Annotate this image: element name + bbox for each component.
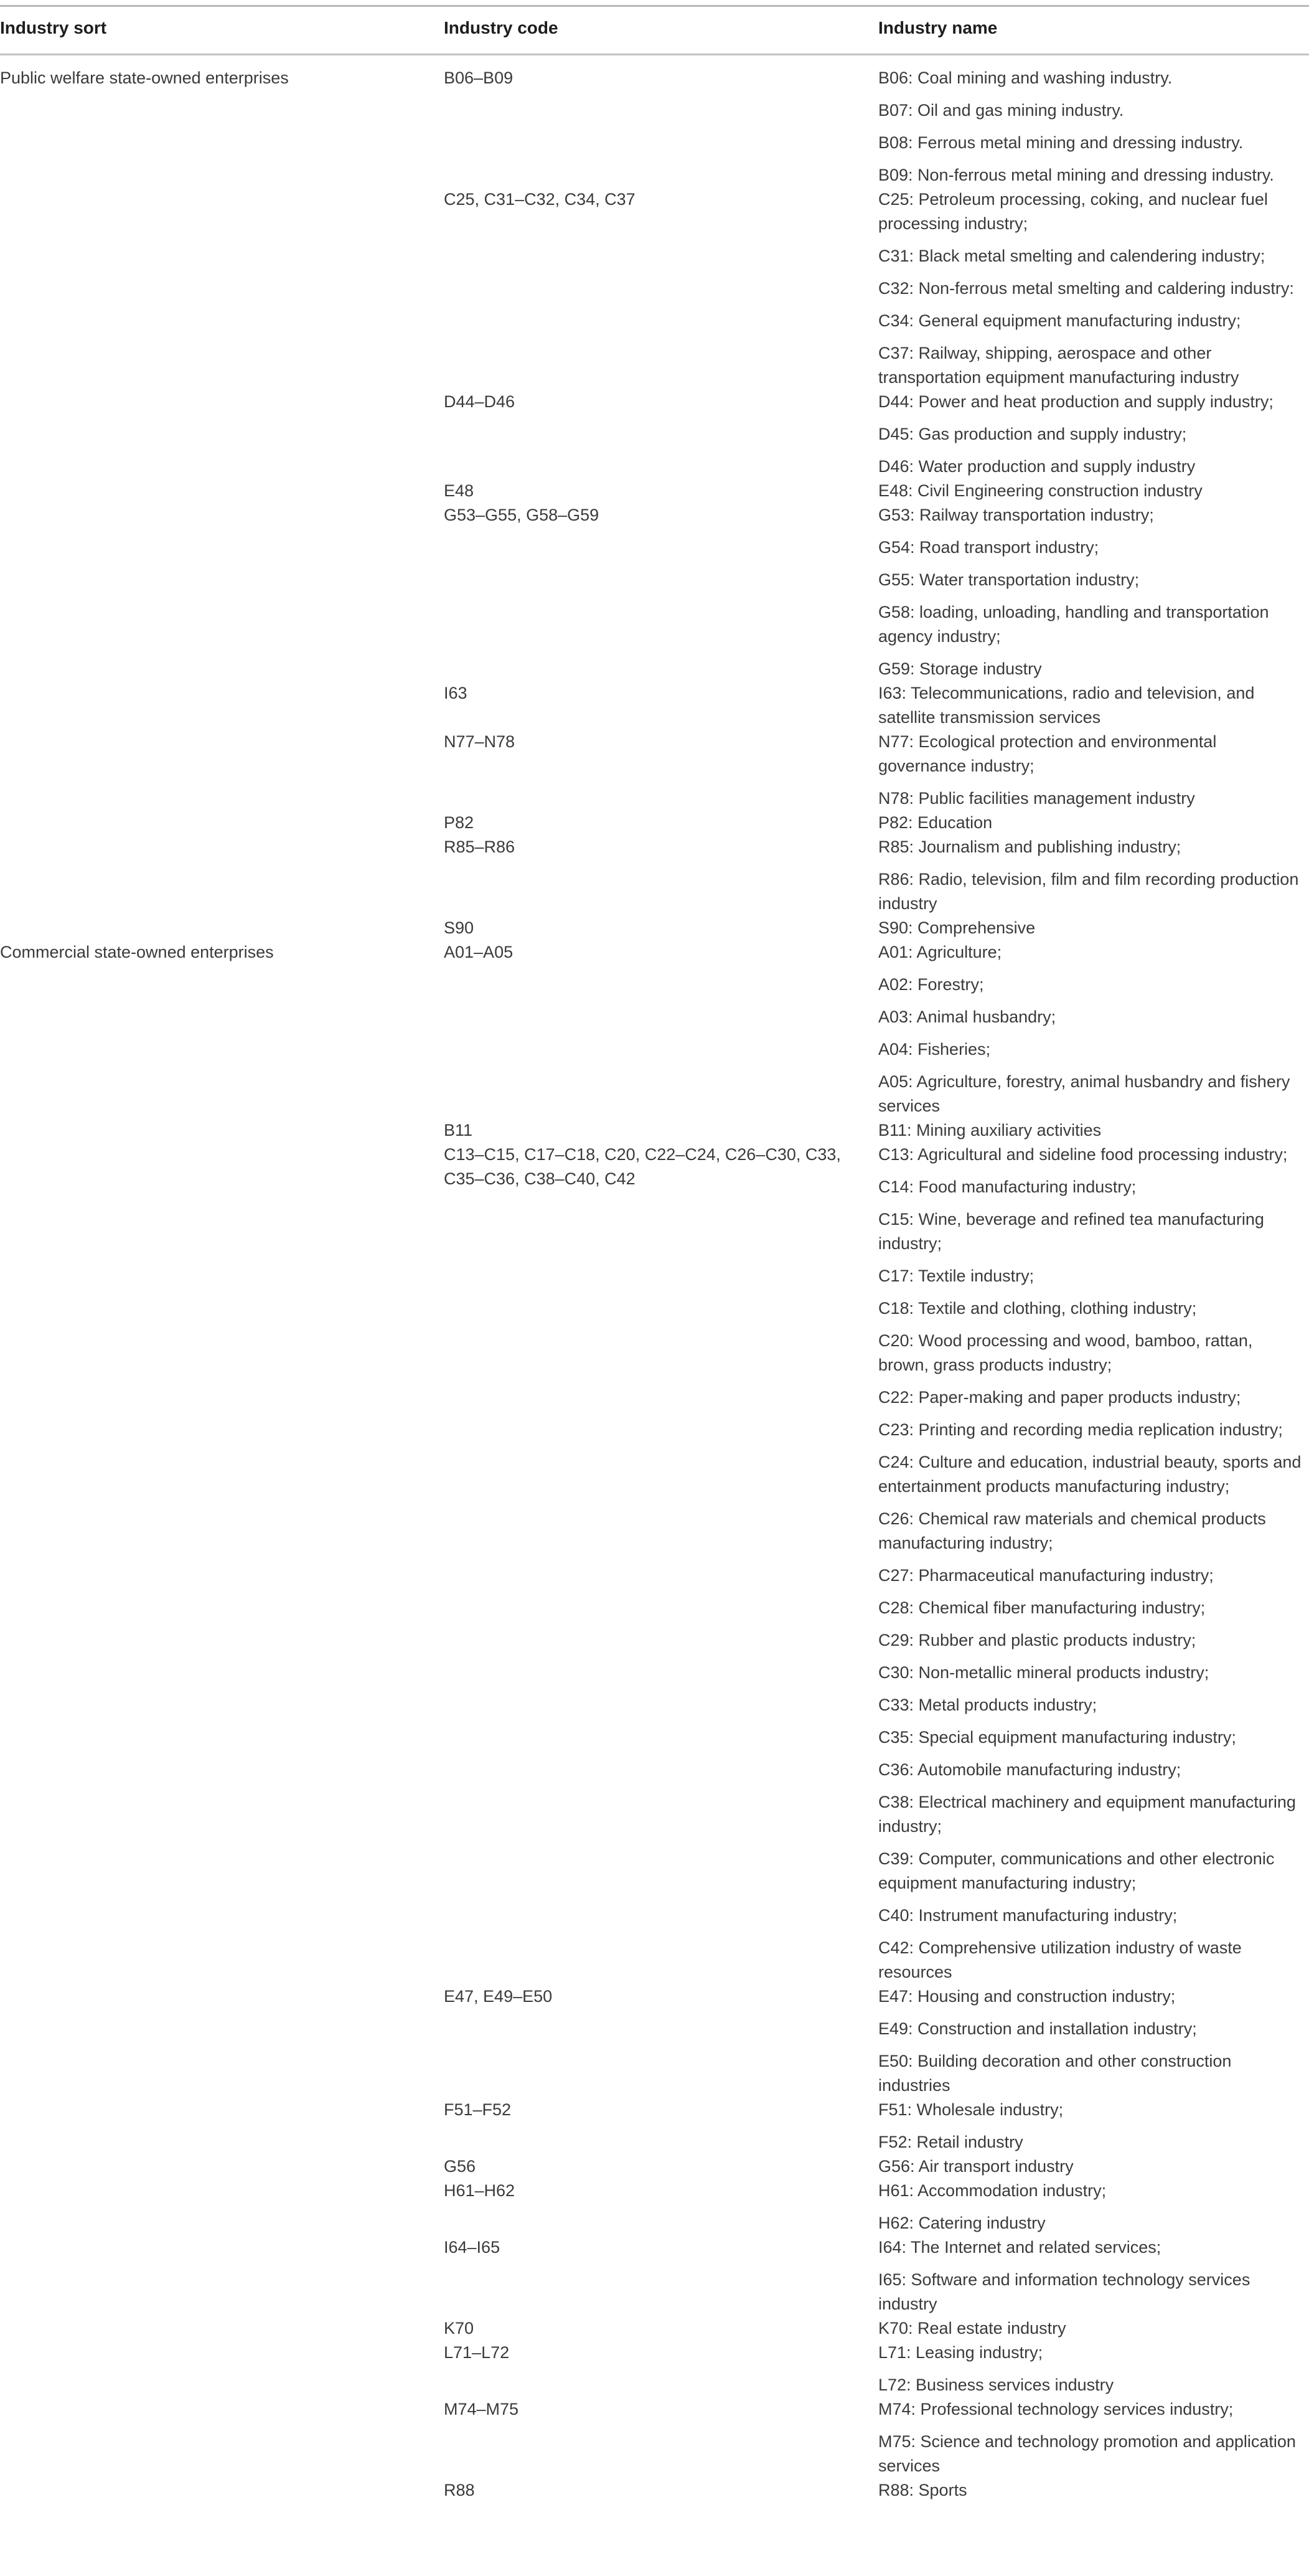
industry-name-item: M75: Science and technology promotion and application services — [878, 2432, 1296, 2475]
table-row — [0, 2179, 1309, 2235]
industry-code-cell: H61–H62 — [444, 2181, 515, 2200]
header-rule — [0, 54, 1309, 55]
industry-name-cell — [878, 503, 1309, 681]
industry-code-cell: A01–A05 — [444, 943, 514, 961]
industry-sort-cell — [0, 681, 444, 730]
industry-code-cell: E47, E49–E50 — [444, 1987, 553, 2006]
industry-sort-cell — [0, 503, 444, 681]
table-row — [0, 2098, 1309, 2154]
industry-name-item: G53: Railway transportation industry; — [878, 506, 1154, 524]
industry-name-item: A02: Forestry; — [878, 975, 984, 994]
industry-code-cell: L71–L72 — [444, 2343, 510, 2362]
industry-code-cell: I63 — [444, 684, 467, 702]
industry-sort-cell — [0, 811, 444, 835]
industry-name-item: C20: Wood processing and wood, bamboo, rattan, brown, grass products industry; — [878, 1331, 1253, 1374]
industry-name-item: N78: Public facilities management industry — [878, 789, 1195, 808]
industry-name-item: G54: Road transport industry; — [878, 538, 1099, 557]
table-row — [0, 1143, 1309, 1984]
industry-name-cell — [878, 2179, 1309, 2235]
industry-name-item: A05: Agriculture, forestry, animal husbandry and fishery services — [878, 1072, 1290, 1115]
industry-name-cell — [878, 2235, 1309, 2316]
industry-name-item: E47: Housing and construction industry; — [878, 1987, 1176, 2006]
industry-name-item: C37: Railway, shipping, aerospace and other transportation equipment manufacturing industry — [878, 344, 1239, 387]
industry-sort-cell — [0, 730, 444, 811]
industry-sort-cell — [0, 835, 444, 916]
industry-sort-cell — [0, 390, 444, 479]
industry-name-item: B06: Coal mining and washing industry. — [878, 68, 1173, 87]
industry-name-item: R88: Sports — [878, 2481, 967, 2499]
industry-name-item: C38: Electrical machinery and equipment manufacturing industry; — [878, 1793, 1296, 1836]
industry-name-item: A01: Agriculture; — [878, 943, 1002, 961]
industry-sort-cell: Public welfare state-owned enterprises — [0, 68, 289, 87]
industry-name-item: I65: Software and information technology services industry — [878, 2270, 1250, 2313]
industry-name-item: C14: Food manufacturing industry; — [878, 1177, 1137, 1196]
industry-name-item: C29: Rubber and plastic products industry; — [878, 1631, 1196, 1649]
industry-name-item: C42: Comprehensive utilization industry of waste resources — [878, 1938, 1242, 1981]
industry-code-cell: F51–F52 — [444, 2100, 512, 2119]
industry-name-item: B08: Ferrous metal mining and dressing industry. — [878, 133, 1244, 152]
table-row — [0, 503, 1309, 681]
industry-name-item: R85: Journalism and publishing industry; — [878, 837, 1181, 856]
industry-name-cell — [878, 2478, 1309, 2503]
table-row — [0, 916, 1309, 940]
table-row — [0, 2316, 1309, 2341]
industry-name-item: E49: Construction and installation industry; — [878, 2019, 1197, 2038]
industry-name-item: H61: Accommodation industry; — [878, 2181, 1107, 2200]
industry-name-item: E50: Building decoration and other construction industries — [878, 2052, 1232, 2095]
industry-name-item: C24: Culture and education, industrial beauty, sports and entertainment products manufacturing industry; — [878, 1453, 1302, 1496]
table-row — [0, 940, 1309, 1118]
industry-code-cell: B11 — [444, 1121, 473, 1139]
table-body — [0, 66, 1309, 2503]
industry-name-item: L71: Leasing industry; — [878, 2343, 1043, 2362]
industry-name-item: D44: Power and heat production and supply industry; — [878, 392, 1274, 411]
industry-name-item: I63: Telecommunications, radio and television, and satellite transmission services — [878, 684, 1255, 727]
industry-code-cell: E48 — [444, 481, 474, 500]
industry-name-cell — [878, 2341, 1309, 2397]
industry-name-cell — [878, 66, 1309, 187]
industry-name-cell — [878, 916, 1309, 940]
industry-name-cell — [878, 681, 1309, 730]
industry-name-item: B07: Oil and gas mining industry. — [878, 101, 1124, 120]
industry-name-item: H62: Catering industry — [878, 2214, 1046, 2232]
table-row — [0, 1118, 1309, 1143]
table-row — [0, 835, 1309, 916]
industry-name-item: C32: Non-ferrous metal smelting and caldering industry: — [878, 279, 1294, 298]
industry-sort-cell — [0, 2235, 444, 2316]
industry-code-cell: R88 — [444, 2481, 475, 2499]
industry-name-item: G58: loading, unloading, handling and transportation agency industry; — [878, 603, 1269, 646]
industry-name-item: C30: Non-metallic mineral products industry; — [878, 1663, 1209, 1682]
industry-name-item: C27: Pharmaceutical manufacturing industry; — [878, 1566, 1214, 1585]
industry-name-item: R86: Radio, television, film and film recording production industry — [878, 870, 1299, 913]
industry-name-item: N77: Ecological protection and environmental governance industry; — [878, 732, 1217, 775]
industry-name-item: B11: Mining auxiliary activities — [878, 1121, 1102, 1139]
industry-sort-cell — [0, 1118, 444, 1143]
industry-sort-cell: Commercial state-owned enterprises — [0, 943, 274, 961]
table-row — [0, 479, 1309, 503]
industry-sort-cell — [0, 1984, 444, 2098]
industry-name-item: C28: Chemical fiber manufacturing industry; — [878, 1598, 1206, 1617]
industry-name-item: C25: Petroleum processing, coking, and nuclear fuel processing industry; — [878, 190, 1268, 233]
industry-name-cell — [878, 1143, 1309, 1984]
industry-sort-cell — [0, 2341, 444, 2397]
industry-name-cell — [878, 187, 1309, 390]
industry-code-cell: K70 — [444, 2319, 474, 2338]
table-row — [0, 2154, 1309, 2179]
industry-sort-cell — [0, 2098, 444, 2154]
industry-name-item: B09: Non-ferrous metal mining and dressing industry. — [878, 166, 1274, 184]
industry-name-item: G55: Water transportation industry; — [878, 570, 1140, 589]
industry-name-item: C40: Instrument manufacturing industry; — [878, 1906, 1178, 1925]
industry-name-item: G59: Storage industry — [878, 659, 1042, 678]
industry-name-cell — [878, 1118, 1309, 1143]
industry-name-item: G56: Air transport industry — [878, 2157, 1074, 2176]
industry-name-cell — [878, 479, 1309, 503]
industry-code-cell: G53–G55, G58–G59 — [444, 506, 599, 524]
industry-name-item: F51: Wholesale industry; — [878, 2100, 1064, 2119]
industry-sort-cell — [0, 1143, 444, 1984]
industry-name-item: C23: Printing and recording media replication industry; — [878, 1420, 1283, 1439]
industry-name-cell — [878, 2098, 1309, 2154]
industry-name-cell — [878, 1984, 1309, 2098]
industry-name-item: K70: Real estate industry — [878, 2319, 1066, 2338]
industry-sort-cell — [0, 2397, 444, 2478]
table-row — [0, 2478, 1309, 2503]
industry-name-cell — [878, 390, 1309, 479]
industry-name-item: A03: Animal husbandry; — [878, 1007, 1056, 1026]
table-row — [0, 730, 1309, 811]
table-row — [0, 811, 1309, 835]
industry-code-cell: C13–C15, C17–C18, C20, C22–C24, C26–C30, C33, C35–C36, C38–C40, C42 — [444, 1145, 841, 1188]
industry-code-cell: P82 — [444, 813, 474, 832]
industry-code-cell: I64–I65 — [444, 2238, 500, 2257]
industry-code-cell: B06–B09 — [444, 68, 514, 87]
industry-sort-cell — [0, 2154, 444, 2179]
industry-name-item: P82: Education — [878, 813, 993, 832]
industry-name-item: D46: Water production and supply industry — [878, 457, 1196, 476]
table-row — [0, 2235, 1309, 2316]
table-row — [0, 1984, 1309, 2098]
industry-name-item: C17: Textile industry; — [878, 1267, 1035, 1285]
industry-name-item: C35: Special equipment manufacturing industry; — [878, 1728, 1236, 1747]
industry-name-item: C26: Chemical raw materials and chemical products manufacturing industry; — [878, 1509, 1266, 1552]
industry-sort-cell — [0, 2316, 444, 2341]
industry-name-item: C31: Black metal smelting and calendering industry; — [878, 247, 1265, 265]
industry-name-item: S90: Comprehensive — [878, 918, 1036, 937]
industry-code-cell: S90 — [444, 918, 474, 937]
industry-code-cell: M74–M75 — [444, 2400, 519, 2418]
industry-name-cell — [878, 940, 1309, 1118]
industry-sort-cell — [0, 2478, 444, 2503]
table-row — [0, 681, 1309, 730]
industry-name-cell — [878, 2154, 1309, 2179]
industry-name-item: D45: Gas production and supply industry; — [878, 425, 1187, 443]
industry-name-item: C15: Wine, beverage and refined tea manufacturing industry; — [878, 1210, 1264, 1253]
industry-name-item: C34: General equipment manufacturing industry; — [878, 311, 1241, 330]
header-industry-code: Industry code — [444, 18, 558, 37]
industry-name-item: C22: Paper-making and paper products industry; — [878, 1388, 1241, 1407]
industry-name-item: C36: Automobile manufacturing industry; — [878, 1760, 1181, 1779]
industry-code-cell: N77–N78 — [444, 732, 515, 751]
industry-name-item: A04: Fisheries; — [878, 1040, 991, 1059]
industry-name-cell — [878, 2316, 1309, 2341]
industry-name-item: E48: Civil Engineering construction industry — [878, 481, 1203, 500]
industry-code-cell: D44–D46 — [444, 392, 515, 411]
industry-name-cell — [878, 835, 1309, 916]
table-row — [0, 390, 1309, 479]
industry-code-cell: G56 — [444, 2157, 476, 2176]
table-row — [0, 2341, 1309, 2397]
industry-name-item: C13: Agricultural and sideline food processing industry; — [878, 1145, 1288, 1164]
header-industry-name: Industry name — [878, 18, 998, 37]
table-row — [0, 2397, 1309, 2478]
industry-name-item: C18: Textile and clothing, clothing industry; — [878, 1299, 1197, 1318]
industry-name-cell — [878, 811, 1309, 835]
header-industry-sort: Industry sort — [0, 18, 107, 37]
top-rule — [0, 5, 1309, 7]
table-row — [0, 187, 1309, 390]
industry-sort-cell — [0, 187, 444, 390]
table-row — [0, 66, 1309, 187]
industry-name-cell — [878, 730, 1309, 811]
industry-name-item: L72: Business services industry — [878, 2375, 1114, 2394]
industry-sort-cell — [0, 2179, 444, 2235]
industry-sort-cell — [0, 916, 444, 940]
industry-name-item: C39: Computer, communications and other electronic equipment manufacturing industry; — [878, 1849, 1275, 1892]
industry-sort-cell — [0, 479, 444, 503]
industry-name-item: M74: Professional technology services industry; — [878, 2400, 1234, 2418]
industry-code-cell: R85–R86 — [444, 837, 515, 856]
industry-code-cell: C25, C31–C32, C34, C37 — [444, 190, 636, 209]
industry-name-item: F52: Retail industry — [878, 2133, 1023, 2151]
industry-name-cell — [878, 2397, 1309, 2478]
industry-name-item: C33: Metal products industry; — [878, 1696, 1097, 1714]
industry-name-item: I64: The Internet and related services; — [878, 2238, 1161, 2257]
